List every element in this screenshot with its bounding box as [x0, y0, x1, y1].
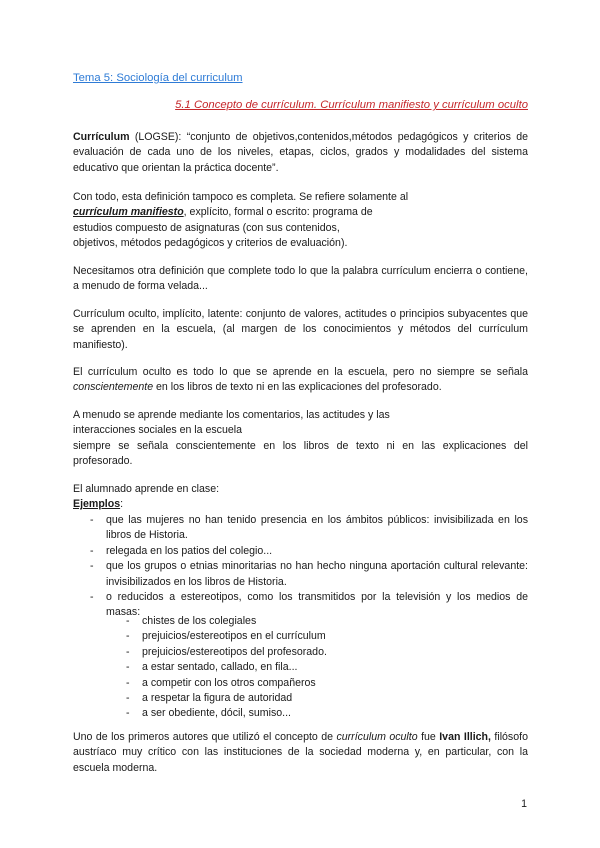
examples-heading — [73, 497, 528, 512]
paragraph-students-learn: El alumnado aprende en clase: — [73, 483, 220, 495]
list-item: - o reducidos a estereotipos, como los transmitidos por la televisión y los medios de masas: — [88, 590, 528, 621]
line: interacciones sociales en la escuela — [73, 424, 243, 437]
list-item: - a estar sentado, callado, en fila... — [124, 660, 484, 675]
page-number: 1 — [521, 798, 527, 810]
list-item: - que las mujeres no han tenido presencia en los ámbitos públicos: invisibilizada en los libros de Historia. — [88, 513, 528, 544]
list-item: - que los grupos o etnias minoritarias no han hecho ninguna aportación cultural relevante: invisibilizados en los libros de Historia. — [88, 559, 528, 590]
section-subtitle: 5.1 Concepto de currículum. Currículum manifiesto y currículum oculto — [175, 99, 528, 111]
paragraph-curriculum-definition — [73, 130, 528, 176]
paragraph-ivan-illich — [73, 730, 528, 776]
line: , explícito, formal o escrito: programa de — [183, 206, 373, 219]
list-item: - a ser obediente, dócil, sumiso... — [124, 706, 484, 721]
line: A menudo se aprende mediante los comentarios, las actitudes y las — [73, 409, 390, 421]
list-item: - a competir con los otros compañeros — [124, 676, 484, 691]
text: en los libros de texto ni en las explicaciones del profesorado. — [153, 381, 442, 394]
list-item: - chistes de los colegiales — [124, 614, 484, 629]
term-manifest-curriculum: currículum manifiesto — [73, 206, 184, 219]
examples-label: Ejemplos — [73, 498, 121, 510]
line: objetivos, métodos pedagógicos y criterios de evaluación). — [73, 237, 348, 250]
definition-text: (LOGSE): “conjunto de objetivos,contenidos,métodos pedagógicos y criterios de evaluación de cada uno de los niveles, etapas, ciclos, grados y modalidades del sistema educativo que orientan la práctica docente”. — [73, 131, 528, 174]
examples-list — [88, 513, 528, 621]
paragraph-manifest-curriculum — [73, 190, 528, 252]
text: fue — [417, 731, 440, 743]
list-item: - relegada en los patios del colegio... — [88, 544, 528, 559]
line: Con todo, esta definición tampoco es completa. Se refiere solamente al — [73, 191, 409, 203]
line: estudios compuesto de asignaturas (con sus contenidos, — [73, 221, 340, 234]
paragraph-need-definition: Necesitamos otra definición que complete todo lo que la palabra currículum encierra o contiene, a menudo de forma velada... — [73, 265, 528, 293]
list-item: - prejuicios/estereotipos del profesorado. — [124, 645, 484, 660]
paragraph-hidden-curriculum: Currículum oculto, implícito, latente: conjunto de valores, actitudes o principios subyacentes que se aprenden en la escuela, (al margen de los conocimientos y métodos del currículum manifiesto). — [73, 308, 528, 351]
sub-examples-list — [124, 614, 484, 722]
colon: : — [120, 498, 124, 510]
term-curriculum: Currículum — [73, 131, 130, 143]
paragraph-learning-means — [73, 408, 528, 470]
text: siempre se señala conscientemente en los libros de texto ni en las explicaciones del profesorado. — [73, 439, 528, 468]
text: filósofo austríaco muy crítico con las instituciones de la sociedad moderna y, en particular, con la escuela moderna. — [73, 731, 528, 774]
list-item: - prejuicios/estereotipos en el currículum — [124, 629, 484, 644]
paragraph-hidden-curriculum-learning — [73, 365, 528, 396]
term-conscientemente: conscientemente — [73, 381, 154, 394]
page-title: Tema 5: Sociología del curriculum — [73, 72, 243, 84]
term-hidden-curriculum: currículum oculto — [336, 731, 418, 743]
text: Uno de los primeros autores que utilizó el concepto de — [73, 731, 337, 743]
author-name: Ivan Illich, — [439, 731, 491, 743]
list-item: - a respetar la figura de autoridad — [124, 691, 484, 706]
text: El currículum oculto es todo lo que se aprende en la escuela, pero no siempre se señala — [73, 366, 528, 378]
